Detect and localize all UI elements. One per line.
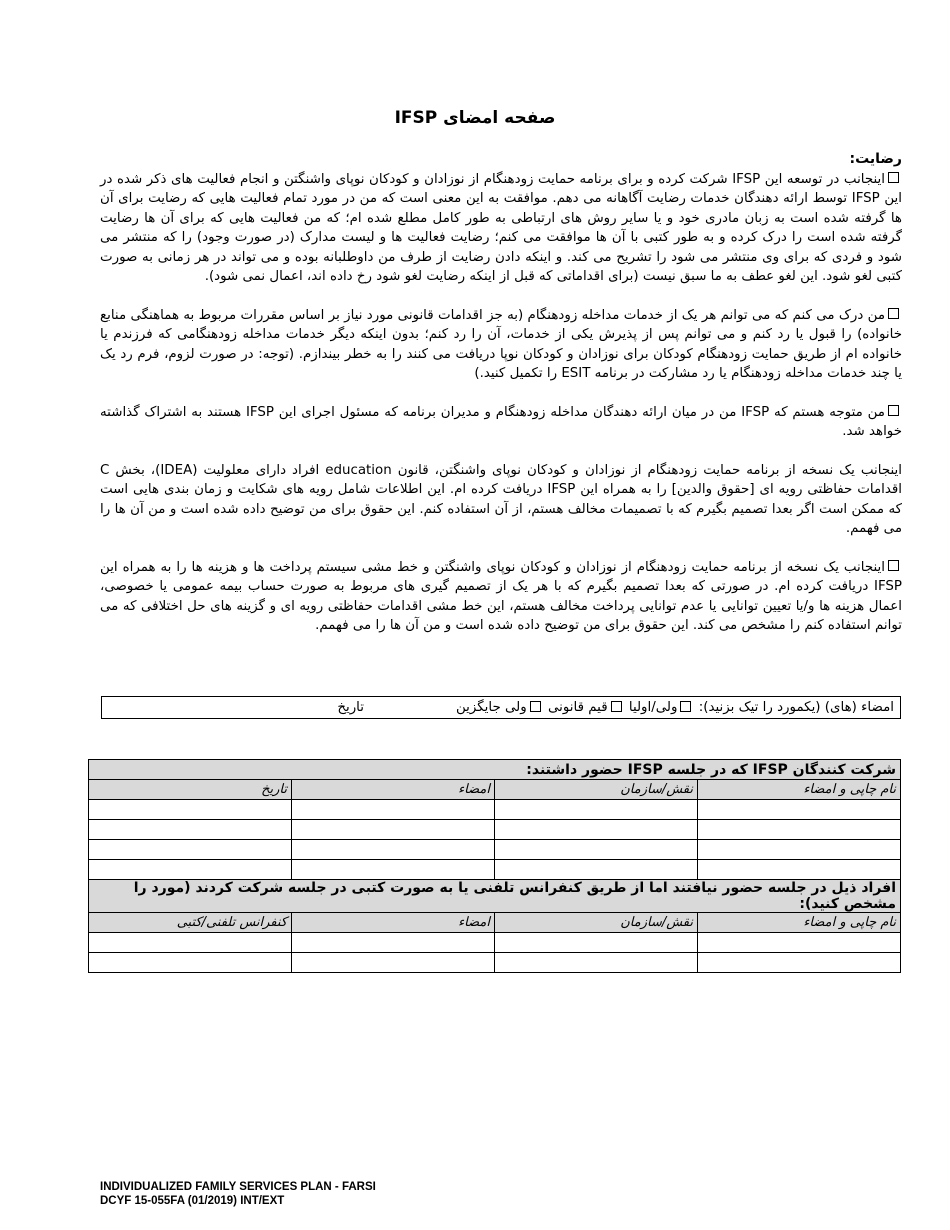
- consent-paragraph-payments: [100, 558, 902, 636]
- form-footer: [100, 1180, 376, 1208]
- table-cell[interactable]: [495, 840, 698, 860]
- consent-paragraph-sharing: [100, 403, 902, 442]
- participation-checkbox[interactable]: [888, 172, 899, 183]
- consent-heading: رضایت:: [849, 151, 902, 167]
- consent-paragraph-rights: [100, 461, 902, 539]
- sharing-checkbox[interactable]: [888, 405, 899, 416]
- remote-column-header-signature: امضاء: [292, 913, 495, 933]
- table-cell[interactable]: [292, 953, 495, 973]
- table-cell[interactable]: [698, 820, 901, 840]
- consent-section: [100, 150, 902, 655]
- refusal-checkbox[interactable]: [888, 308, 899, 319]
- attendees-title: شرکت کنندگان IFSP که در جلسه IFSP حضور داشتند:: [89, 760, 901, 780]
- consent-p3-text: من متوجه هستم که IFSP من در میان ارائه دهندگان مداخله زودهنگام و مدیران برنامه که مسئول اجرای این IFSP هستند به اشتراک گذاشته خواهد شد.: [100, 404, 902, 439]
- consent-p1-text: اینجانب در توسعه این IFSP شرکت کرده و برای برنامه حمایت زودهنگام از نوزادان و کودکان نوپای واشنگتن و انجام فعالیت های ذکر شده در این IFSP توسط ارائه دهندگان خدمات رضایت آگاهانه می دهم. موافقت به این معنی است که من در مورد تمام فعالیت هایی که رضایت برای آن ها گرفته شده است به زبان مادری خود و یا سایر روش های ارتباطی به طور کامل مطلع شده ام؛ که من فعالیت هایی که برای آن ها رضایت گرفته شده است را درک کرده و به طور کتبی با آن ها موافقت می کنم؛ رضایت فعالیت ها و لیست مدارک (در صورت وجود) را که منتشر می شود و فردی که برای وی منتشر می شود را تشریح می کند. و اینکه دادن رضایت از طرف من داوطلبانه بوده و می تواند در هر زمانی به صورت کتبی لغو شود. این لغو عطف به ما سبق نیست (برای اقداماتی که قبل از اینکه رضایت لغو شود رخ داده اند، اعمال نمی شود).: [100, 171, 902, 284]
- attendees-table: [88, 759, 901, 973]
- signature-line[interactable]: [101, 696, 901, 719]
- surrogate-checkbox[interactable]: [530, 701, 541, 712]
- consent-paragraph-refusal: [100, 306, 902, 384]
- table-cell[interactable]: [292, 840, 495, 860]
- table-cell[interactable]: [698, 933, 901, 953]
- table-row: [89, 860, 901, 880]
- column-header-name: نام چاپی و امضاء: [698, 780, 901, 800]
- table-cell[interactable]: [89, 860, 292, 880]
- table-row: [89, 820, 901, 840]
- table-cell[interactable]: [698, 840, 901, 860]
- table-row: [89, 840, 901, 860]
- signature-label: امضاء (های) (یکمورد را تیک بزنید):: [698, 700, 894, 715]
- table-cell[interactable]: [89, 820, 292, 840]
- table-cell[interactable]: [89, 953, 292, 973]
- consent-paragraph-participation: [100, 170, 902, 287]
- remote-title: افراد ذیل در جلسه حضور نیافتند اما از طریق کنفرانس تلفنی یا به صورت کتبی در جلسه شرکت کردند (مورد را مشخص کنید):: [89, 880, 901, 913]
- table-cell[interactable]: [495, 800, 698, 820]
- table-row: [89, 953, 901, 973]
- table-cell[interactable]: [292, 860, 495, 880]
- table-cell[interactable]: [495, 933, 698, 953]
- remote-column-header-name: نام چاپی و امضاء: [698, 913, 901, 933]
- page-title: صفحه امضای IFSP: [394, 108, 556, 128]
- consent-p2-text: من درک می کنم که می توانم هر یک از خدمات مداخله زودهنگام (به جز اقدامات قانونی مورد نیاز بر اساس مقررات مربوط به هماهنگی منابع خانواده) را قبول یا رد کنم و می توانم پس از پذیرش یکی از خدمات، آن را رد کنم؛ بدون اینکه دیگر خدمات مداخله زودهنگامی که فرزندم یا خانواده ام از طریق حمایت زودهنگام کودکان برای نوزادان و کودکان نوپا دریافت می کنند را به خطر بیندازم. (توجه: در صورت لزوم، فرم رد یک یا چند خدمات مداخله زودهنگام یا رد مشارکت در برنامه ESIT را تکمیل کنید.): [100, 307, 902, 381]
- signature-date-label: تاریخ: [337, 700, 364, 715]
- surrogate-option-label: ولی جایگزین: [455, 700, 527, 715]
- table-cell[interactable]: [89, 840, 292, 860]
- table-cell[interactable]: [89, 933, 292, 953]
- remote-column-header-role: نقش/سازمان: [495, 913, 698, 933]
- footer-form-number: DCYF 15-055FA (01/2019) INT/EXT: [100, 1195, 285, 1207]
- payments-checkbox[interactable]: [888, 560, 899, 571]
- table-cell[interactable]: [698, 800, 901, 820]
- table-cell[interactable]: [495, 820, 698, 840]
- guardian-checkbox[interactable]: [611, 701, 622, 712]
- footer-form-name: INDIVIDUALIZED FAMILY SERVICES PLAN - FARSI: [100, 1181, 376, 1193]
- parent-option-label: ولی/اولیا: [628, 700, 678, 715]
- column-header-signature: امضاء: [292, 780, 495, 800]
- table-cell[interactable]: [495, 860, 698, 880]
- column-header-date: تاریخ: [89, 780, 292, 800]
- table-cell[interactable]: [698, 953, 901, 973]
- signature-options: [456, 697, 894, 718]
- column-header-role: نقش/سازمان: [495, 780, 698, 800]
- table-cell[interactable]: [292, 820, 495, 840]
- table-cell[interactable]: [89, 800, 292, 820]
- table-cell[interactable]: [495, 953, 698, 973]
- guardian-option-label: قیم قانونی: [547, 700, 608, 715]
- remote-column-header-method: کنفرانس تلفنی/کتبی: [89, 913, 292, 933]
- parent-checkbox[interactable]: [680, 701, 691, 712]
- consent-p4-text: اینجانب یک نسخه از برنامه حمایت زودهنگام از نوزادان و کودکان نوپای واشنگتن، قانون education افراد دارای معلولیت (IDEA)، بخش C اقدامات حفاظتی رویه ای [حقوق والدین] را به همراه این IFSP دریافت کرده ام. این اطلاعات شامل رویه های شکایت و زمان بندی هایی است که ممکن است اگر بعدا تصمیم بگیرم که با تصمیمات مخالف هستم، از آن استفاده کنم. این حقوق برای من توضیح داده شده است و من آن ها را می فهمم.: [100, 462, 902, 536]
- table-cell[interactable]: [698, 860, 901, 880]
- table-row: [89, 933, 901, 953]
- table-cell[interactable]: [292, 933, 495, 953]
- table-row: [89, 800, 901, 820]
- consent-p5-text: اینجانب یک نسخه از برنامه حمایت زودهنگام از نوزادان و کودکان نوپای واشنگتن و خط مشی سیستم پرداخت ها و هزینه ها را به همراه این IFSP دریافت کرده ام. در صورتی که بعدا تصمیم بگیرم که با هر یک از تصمیم گیری های مربوط به صورت حساب بیمه عمومی یا خصوصی، اعمال هزینه ها و/یا تعیین توانایی یا عدم توانایی پرداخت مخالف هستم، این خط مشی اقدامات حفاظتی رویه ای و گزینه های حل اختلافی که می توانم استفاده کنم را مشخص می کند. این حقوق برای من توضیح داده شده است و من آن ها را می فهمم.: [100, 559, 902, 633]
- table-cell[interactable]: [292, 800, 495, 820]
